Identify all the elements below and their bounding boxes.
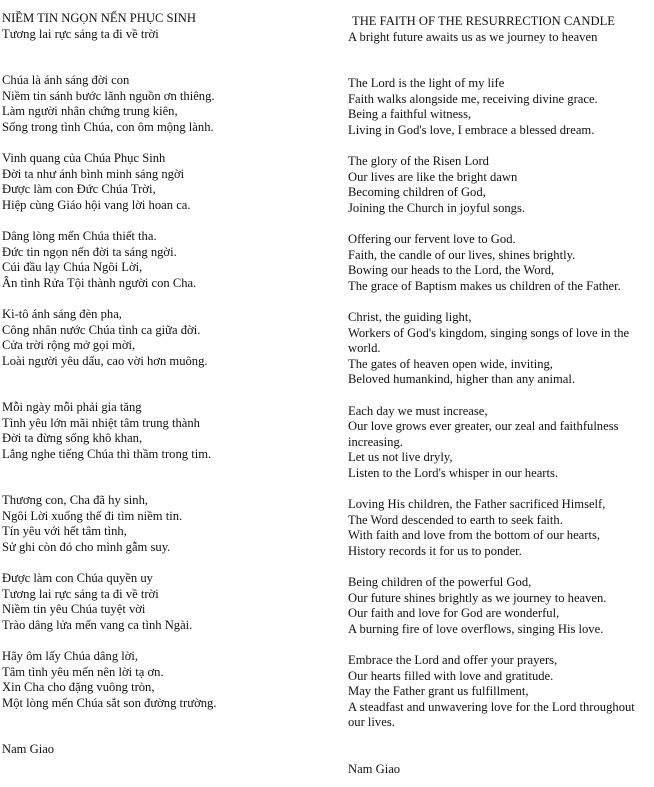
- poem-line: Ki-tô ánh sáng đèn pha,: [2, 307, 122, 321]
- poem-line: Our love grows ever greater, our zeal and faithfulness increasing.: [348, 419, 619, 449]
- poem-line: Offering our fervent love to God.: [348, 232, 516, 246]
- poem-line: Bowing our heads to the Lord, the Word,: [348, 263, 555, 277]
- poem-line: Một lòng mến Chúa sắt son đường trường.: [2, 695, 217, 710]
- english-stanza-4: [348, 310, 652, 388]
- poem-line: The Word descended to earth to seek faith.: [348, 512, 563, 527]
- poem-line: Beloved humankind, higher than any animal.: [348, 372, 575, 386]
- poem-line: Becoming children of God,: [348, 185, 486, 199]
- vietnamese-poem: [2, 0, 320, 758]
- vietnamese-author: Nam Giao: [2, 742, 55, 756]
- poem-line: Tương lai rực sáng ta đi về trời: [2, 586, 159, 601]
- english-poem: [348, 0, 652, 777]
- poem-line: May the Father grant us fulfillment,: [348, 684, 529, 698]
- english-stanza-2: [348, 154, 652, 216]
- poem-line: A steadfast and unwavering love for the Lord throughout our lives.: [348, 699, 635, 729]
- poem-line: Each day we must increase,: [348, 403, 488, 418]
- vietnamese-stanza-1: [2, 73, 320, 135]
- poem-line: Niềm tin sánh bước lãnh nguồn ơn thiêng.: [2, 88, 215, 103]
- english-stanza-8: [348, 653, 652, 731]
- poem-line: Living in God's love, I embrace a blessed dream.: [348, 122, 595, 137]
- poem-line: Christ, the guiding light,: [348, 310, 472, 324]
- poem-line: Ân tình Rửa Tội thành người con Cha.: [2, 275, 197, 290]
- poem-line: Loving His children, the Father sacrificed Himself,: [348, 497, 606, 511]
- poem-line: The glory of the Risen Lord: [348, 154, 489, 168]
- poem-line: A burning fire of love overflows, singing His love.: [348, 621, 604, 636]
- poem-line: The gates of heaven open wide, inviting,: [348, 356, 553, 371]
- poem-line: Embrace the Lord and offer your prayers,: [348, 653, 558, 667]
- poem-line: Hãy ôm lấy Chúa dâng lời,: [2, 649, 139, 663]
- poem-line: Trào dâng lửa mến vang ca tình Ngài.: [2, 617, 193, 632]
- poem-line: Đời ta đừng sống khô khan,: [2, 431, 143, 445]
- poem-line: The Lord is the light of my life: [348, 76, 505, 90]
- vietnamese-subtitle: Tương lai rực sáng ta đi về trời: [2, 26, 159, 41]
- poem-line: Being a faithful witness,: [348, 107, 472, 121]
- vietnamese-stanza-7: [2, 571, 320, 633]
- poem-line: With faith and love from the bottom of our hearts,: [348, 528, 601, 542]
- poem-line: Được làm con Chúa quyền uy: [2, 571, 153, 585]
- poem-line: History records it for us to ponder.: [348, 543, 522, 558]
- poem-line: Let us not live dryly,: [348, 450, 453, 464]
- poem-line: Our future shines brightly as we journey to heaven.: [348, 590, 607, 605]
- poem-line: Vinh quang của Chúa Phục Sinh: [2, 151, 166, 165]
- poem-line: Đời ta như ánh bình minh sáng ngời: [2, 166, 185, 181]
- vietnamese-stanza-6: [2, 493, 320, 555]
- poem-line: Tâm tình yêu mến nên lời tạ ơn.: [2, 664, 164, 679]
- poem-line: Đức tin ngọn nến đời ta sáng ngời.: [2, 244, 177, 259]
- poem-line: Faith, the candle of our lives, shines brightly.: [348, 247, 576, 262]
- poem-line: Sống trong tình Chúa, con ôm mộng lành.: [2, 119, 214, 134]
- poem-line: Cúi đầu lạy Chúa Ngôi Lời,: [2, 260, 143, 274]
- poem-line: Mỗi ngày mỗi phải gia tăng: [2, 400, 142, 414]
- poem-line: Cửa trời rộng mở gọi mời,: [2, 338, 136, 352]
- poem-line: Listen to the Lord's whisper in our hearts.: [348, 465, 559, 480]
- english-stanza-7: [348, 575, 652, 637]
- vietnamese-stanza-3: [2, 229, 320, 291]
- english-author: Nam Giao: [348, 761, 401, 776]
- poem-line: Tín yêu với hết tâm tình,: [2, 524, 127, 538]
- poem-line: Niềm tin yêu Chúa tuyệt vời: [2, 602, 146, 616]
- poem-line: Our faith and love for God are wonderful,: [348, 606, 560, 620]
- poem-line: Our lives are like the bright dawn: [348, 169, 518, 184]
- poem-line: Faith walks alongside me, receiving divine grace.: [348, 91, 598, 106]
- poem-line: Ngôi Lời xuống thế đi tìm niềm tin.: [2, 508, 183, 523]
- poem-line: Xin Cha cho đặng vuông tròn,: [2, 680, 155, 694]
- poem-line: Tình yêu lớn mãi nhiệt tâm trung thành: [2, 415, 200, 430]
- vietnamese-stanza-2: [2, 151, 320, 213]
- vietnamese-stanza-5: [2, 400, 320, 462]
- english-title: THE FAITH OF THE RESURRECTION CANDLE: [352, 14, 615, 28]
- english-stanza-1: [348, 76, 652, 138]
- vietnamese-stanza-8: [2, 649, 320, 711]
- poem-line: Being children of the powerful God,: [348, 575, 532, 589]
- vietnamese-stanza-4: [2, 307, 320, 369]
- poem-line: Joining the Church in joyful songs.: [348, 200, 526, 215]
- english-subtitle: A bright future awaits us as we journey to heaven: [348, 29, 598, 44]
- poem-line: Dâng lòng mến Chúa thiết tha.: [2, 229, 157, 243]
- poem-line: Được làm con Đức Chúa Trời,: [2, 182, 156, 196]
- poem-line: Thương con, Cha đã hy sinh,: [2, 493, 149, 507]
- poem-line: Workers of God's kingdom, singing songs of love in the world.: [348, 325, 630, 355]
- poem-line: Hiệp cùng Giáo hội vang lời hoan ca.: [2, 197, 191, 212]
- poem-line: Công nhân nước Chúa tình ca giữa đời.: [2, 322, 201, 337]
- poem-line: Làm người nhân chứng trung kiên,: [2, 104, 178, 118]
- english-stanza-3: [348, 232, 652, 294]
- poem-line: Chúa là ánh sáng đời con: [2, 73, 130, 87]
- poem-line: Sử ghi còn đó cho mình gẫm suy.: [2, 539, 171, 554]
- vietnamese-title: NIỀM TIN NGỌN NẾN PHỤC SINH: [2, 11, 196, 25]
- english-stanza-5: [348, 404, 652, 482]
- poem-line: Our hearts filled with love and gratitude.: [348, 668, 554, 683]
- poem-line: Loài người yêu dấu, cao vời hơn muông.: [2, 353, 208, 368]
- english-stanza-6: [348, 497, 652, 559]
- poem-line: The grace of Baptism makes us children of the Father.: [348, 278, 621, 293]
- poem-line: Lắng nghe tiếng Chúa thì thầm trong tim.: [2, 446, 212, 461]
